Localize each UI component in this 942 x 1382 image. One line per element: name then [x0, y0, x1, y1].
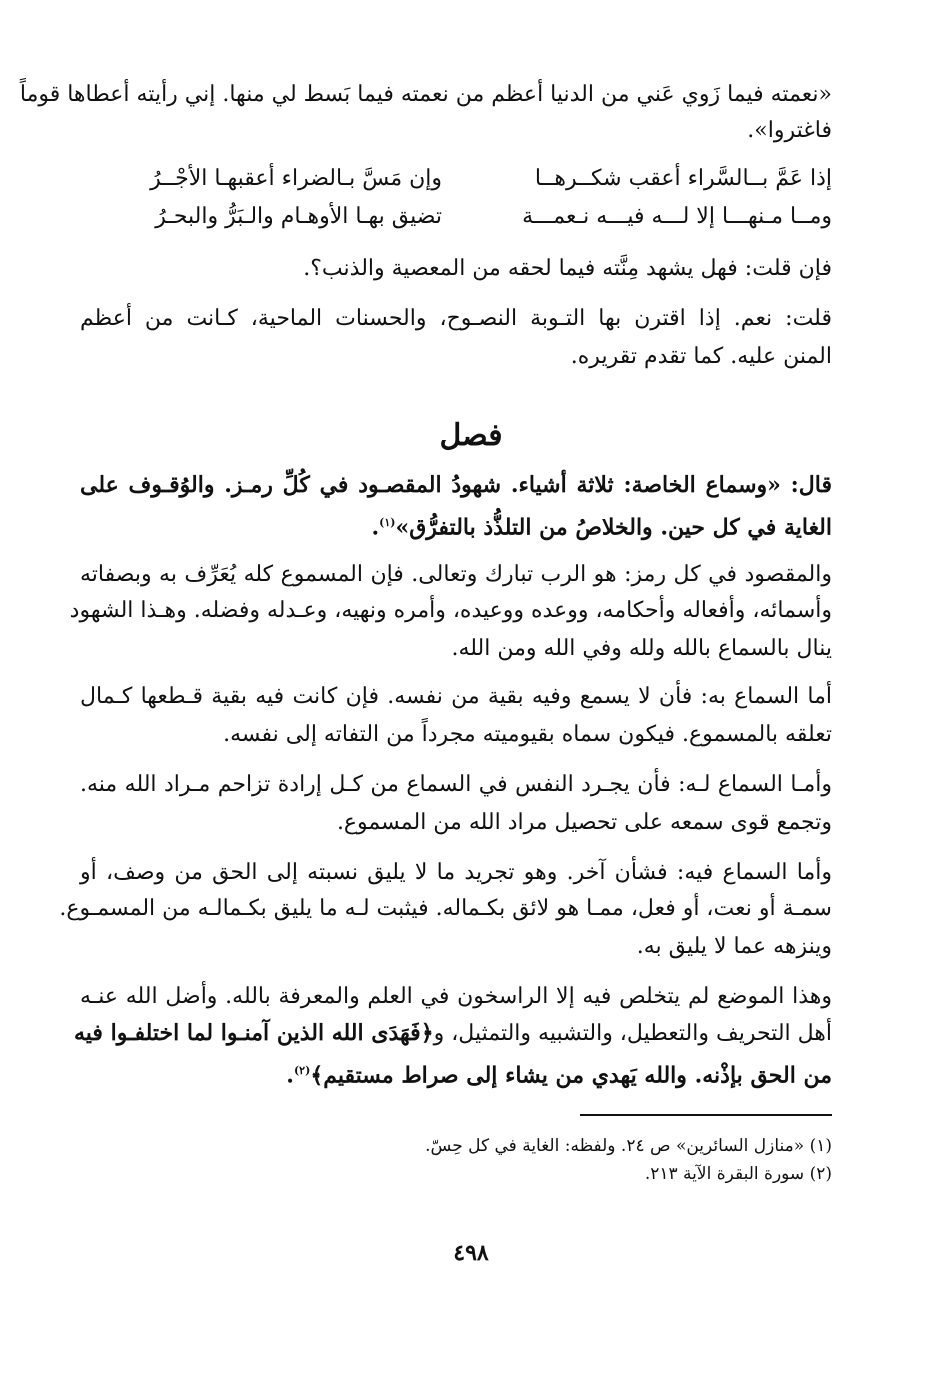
poem-verse-second-half: وإن مَسَّ بـالضراء أعقبهـا الأجْــرُ — [150, 166, 442, 191]
section-heading: فصل — [439, 418, 503, 453]
text-line: ينال بالسماع بالله ولله وفي الله ومن الله. — [451, 636, 832, 661]
text-line: المنن عليه. كما تقدم تقريره. — [570, 344, 832, 369]
quote-line — [80, 508, 832, 541]
punctuation: . — [371, 514, 380, 541]
text-line: سمـة أو نعت، أو فعل، ممـا هو لائق بكـماله. فيثبت لـه ما يليق بكـمالـه من المسمـوع. — [59, 896, 832, 921]
text-line: وأما السماع فيه: فشأن آخر. وهو تجريد ما لا يليق نسبته إلى الحق من وصف، أو — [80, 860, 832, 885]
footnote-ref: (١) — [379, 516, 396, 529]
text-line: فإن قلت: فهل يشهد مِنَّته فيما لحقه من المعصية والذنب؟. — [303, 256, 832, 281]
text-line: أما السماع به: فأن لا يسمع وفيه بقية من نفسه. فإن كانت فيه بقية قـطعها كـمال — [80, 684, 832, 709]
text-line: تعلقه بالمسموع. فيكون سماه بقيوميته مجرداً من التفاته إلى نفسه. — [223, 722, 832, 747]
text-line: فاغتروا». — [747, 118, 832, 143]
poem-verse-first-half: إذا عَمَّ بــالسَّراء أعقب شكــرهــا — [534, 166, 832, 191]
poem-verse-second-half: تضيق بهـا الأوهـام والـبَرُّ والبحـرُ — [155, 204, 442, 229]
footnote: (١) «منازل السائرين» ص ٢٤. ولفظه: الغاية في كل حِسّ. — [425, 1136, 832, 1156]
footnote-separator — [580, 1114, 832, 1116]
footnote: (٢) سورة البقرة الآية ٢١٣. — [644, 1164, 832, 1184]
footnote-ref: (٢) — [293, 1064, 311, 1077]
text-line — [80, 1056, 832, 1089]
quran-quote: ﴿فَهَدَى الله الذين آمنـوا لما اختلفـوا فيه — [73, 1020, 434, 1046]
text-line: وينزهه عما لا يليق به. — [636, 934, 832, 959]
quote-line: قال: «وسماع الخاصة: ثلاثة أشياء. شهودُ المقصـود في كُلِّ رمـز. والوُقـوف على — [80, 472, 832, 498]
text-line: وأمـا السماع لـه: فأن يجـرد النفس في السماع من كـل إرادة تزاحم مـراد الله منه. — [80, 772, 832, 797]
poem-verse-first-half: ومــا مـنهـــا إلا لـــه فيـــه نـعمـــة — [522, 204, 832, 229]
text-line: والمقصود في كل رمز: هو الرب تبارك وتعالى. فإن المسموع كله يُعَرِّف به وبصفاته — [80, 562, 832, 587]
text-line: وتجمع قوى سمعه على تحصيل مراد الله من المسموع. — [336, 810, 832, 835]
text-line: «نعمته فيما زَوي عَني من الدنيا أعظم من نعمته فيما بَسط لي منها. إني رأيته أعطاها قوماً — [19, 82, 832, 107]
text-line: قلت: نعم. إذا اقترن بها التـوبة النصـوح، والحسنات الماحية، كـانت من أعظم — [80, 306, 832, 331]
text-line — [73, 1018, 832, 1048]
quran-quote: من الحق بإذْنه. والله يَهدي من يشاء إلى صراط مستقيم﴾ — [310, 1062, 832, 1089]
page-number: ٤٩٨ — [453, 1240, 489, 1266]
punctuation: . — [286, 1062, 294, 1089]
text-segment: أهل التحريف والتعطيل، والتشبيه والتمثيل، و — [433, 1021, 832, 1046]
text-line: وهذا الموضع لم يتخلص فيه إلا الراسخون في العلم والمعرفة بالله. وأضل الله عنـه — [80, 984, 832, 1009]
quote-text: الغاية في كل حين. والخلاصُ من التلذُّذ بالتفرُّق» — [395, 514, 832, 541]
text-line: وأسمائه، وأفعاله وأحكامه، ووعده ووعيده، وأمره ونهيه، وعـدله وفضله. وهـذا الشهود — [69, 598, 832, 623]
